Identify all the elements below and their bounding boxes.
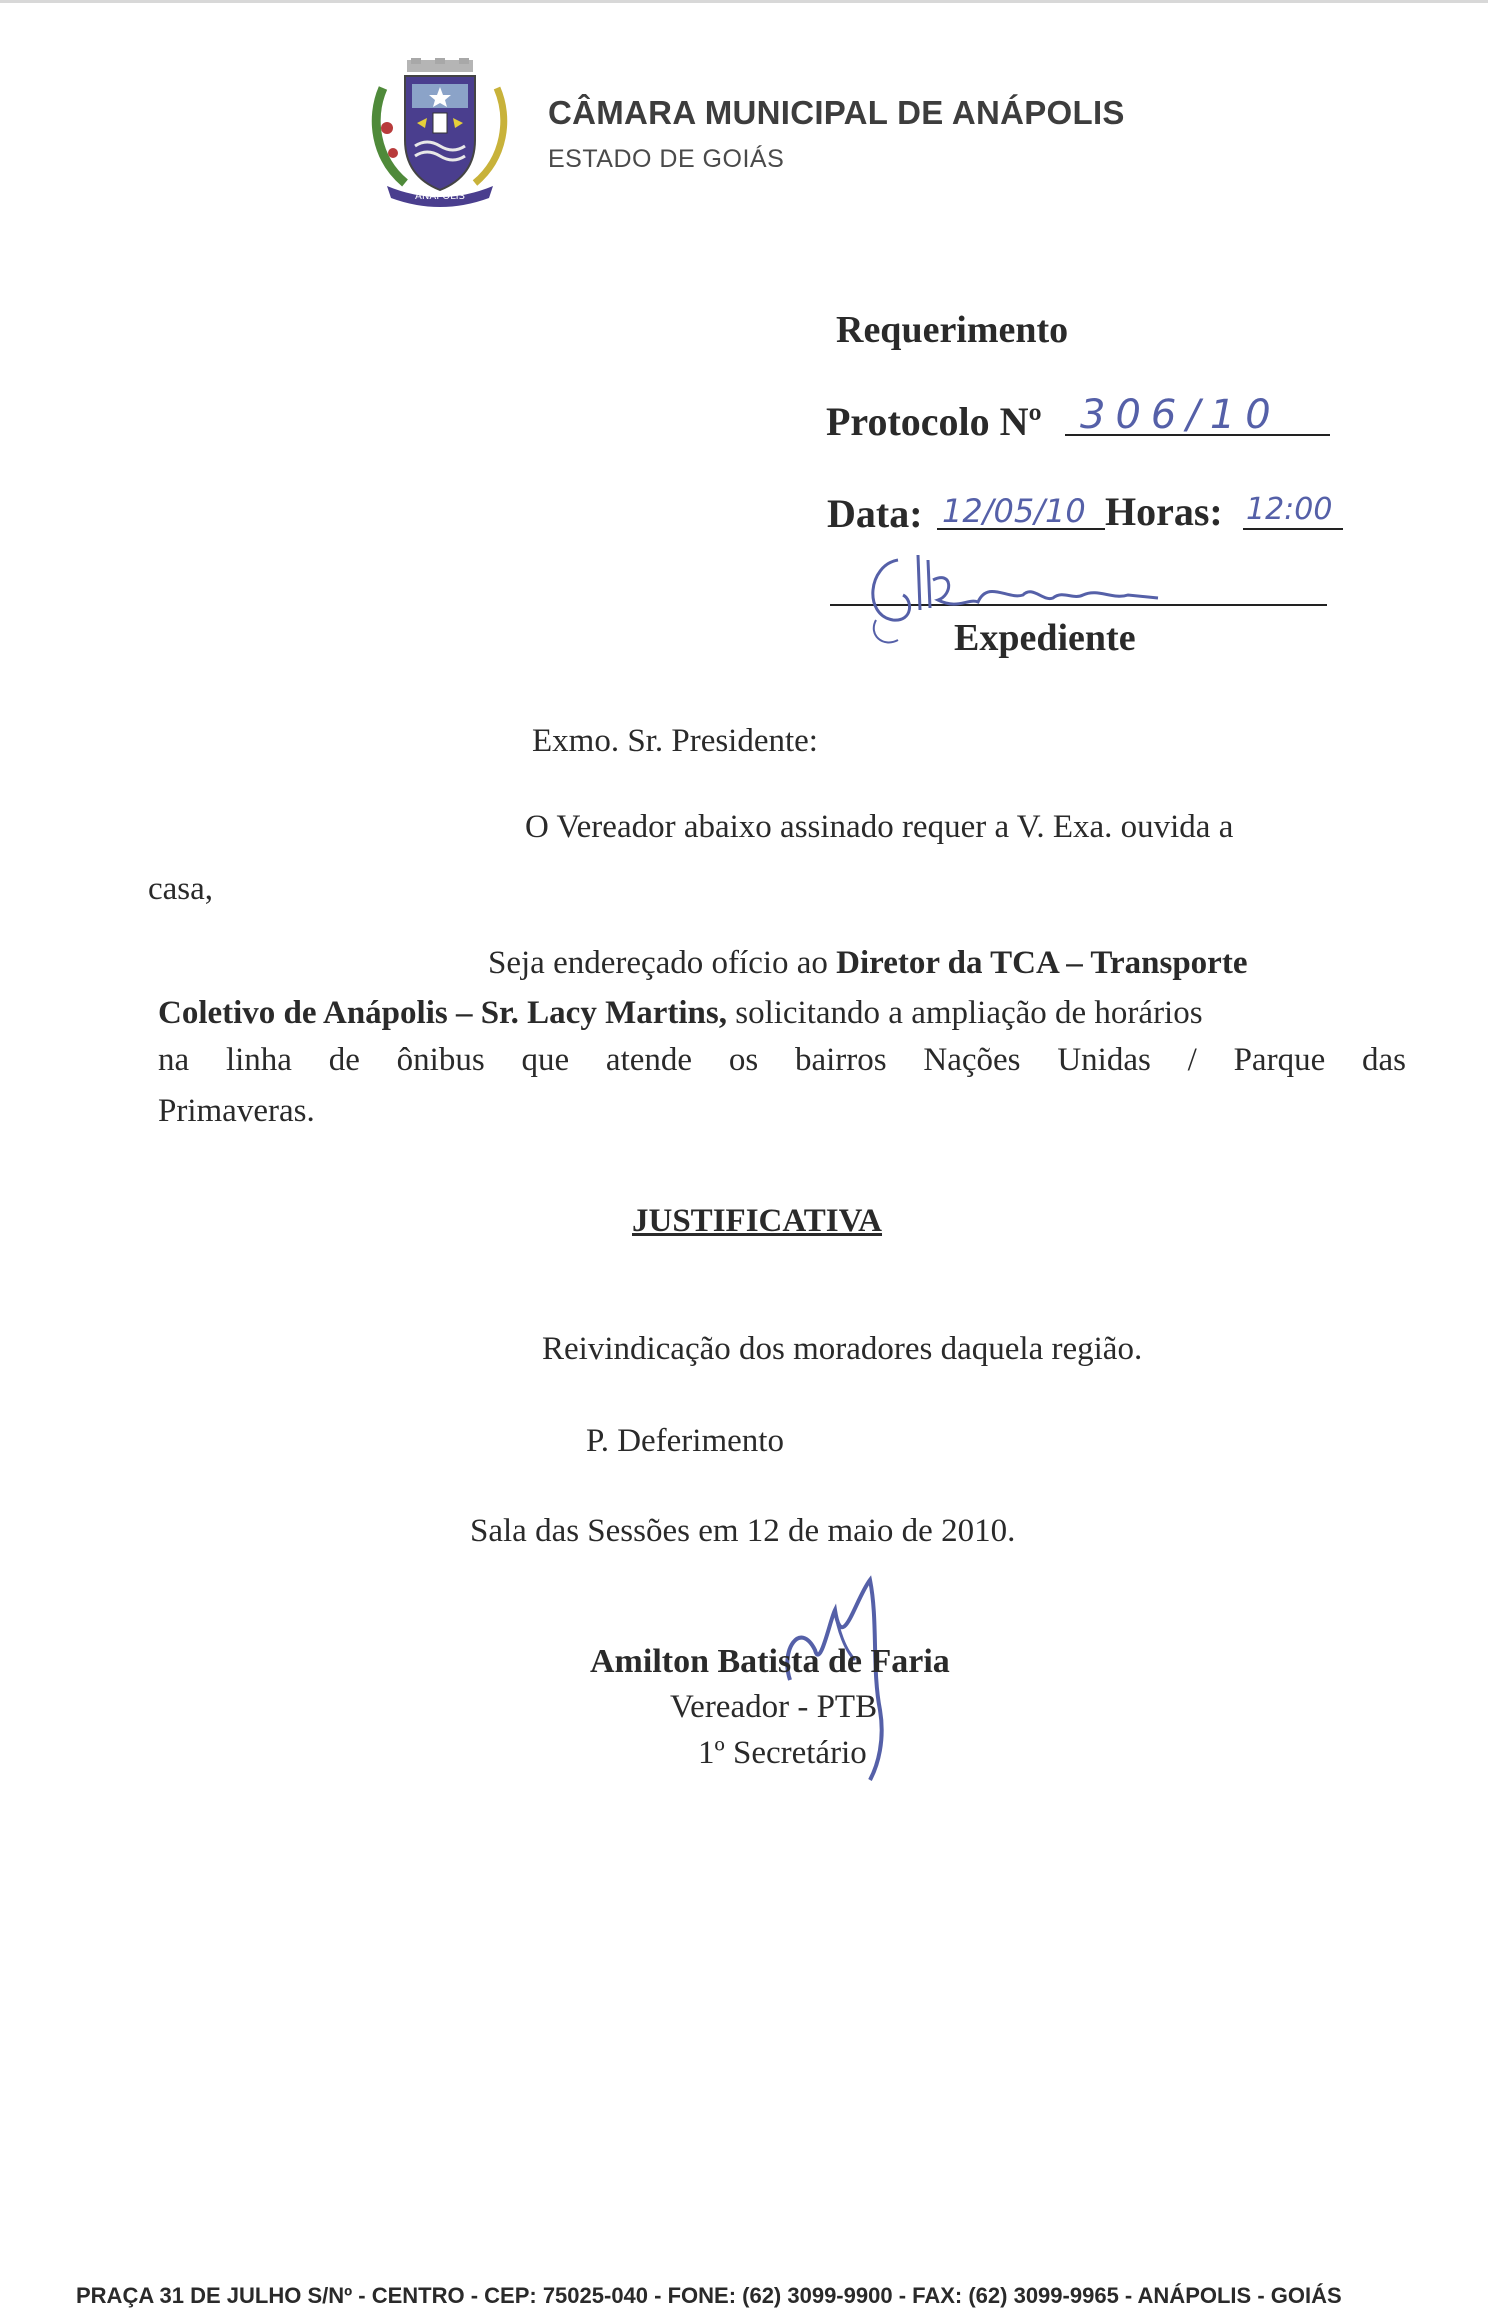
organization-state: ESTADO DE GOIÁS (548, 145, 785, 173)
signatory-name: Amilton Batista de Faria (590, 1643, 950, 1680)
request-line-3: na linha de ônibus que atende os bairros Nações Unidas / Parque das (158, 1042, 1406, 1078)
request-line-4: Primaveras. (158, 1093, 315, 1129)
top-border (0, 0, 1488, 3)
intro-line-1: O Vereador abaixo assinado requer a V. Exa. ouvida a (525, 809, 1234, 845)
place-and-date: Sala das Sessões em 12 de maio de 2010. (470, 1513, 1016, 1549)
date-handwritten-value: 12/05/10 (942, 492, 1086, 530)
intro-line-2: casa, (148, 871, 214, 907)
request-line-2-bold: Coletivo de Anápolis – Sr. Lacy Martins, (158, 995, 727, 1031)
date-label: Data: (827, 491, 923, 536)
organization-name: CÂMARA MUNICIPAL DE ANÁPOLIS (548, 94, 1125, 131)
protocol-handwritten-value: 306/10 (1080, 392, 1281, 438)
signatory-position: 1º Secretário (698, 1735, 867, 1771)
request-line-1 (488, 944, 1247, 984)
salutation: Exmo. Sr. Presidente: (532, 723, 818, 759)
hours-underline (1243, 528, 1343, 530)
closing-text: P. Deferimento (586, 1423, 784, 1459)
request-line-2-plain: solicitando a ampliação de horários (726, 995, 1203, 1031)
hours-handwritten-value: 12:00 (1246, 492, 1333, 527)
justification-title: JUSTIFICATIVA (632, 1203, 883, 1239)
municipal-crest-logo (365, 58, 515, 208)
stamp-title: Requerimento (836, 309, 1069, 351)
request-line-1-plain: Seja endereçado ofício ao (488, 945, 837, 981)
justification-text: Reivindicação dos moradores daquela região. (542, 1331, 1143, 1367)
request-line-1-bold: Diretor da TCA – Transporte (836, 945, 1248, 981)
signatory-role: Vereador - PTB (670, 1689, 878, 1725)
request-line-2 (158, 994, 1203, 1034)
crest-banner-text: ANÁPOLIS (415, 191, 465, 202)
protocol-label: Protocolo Nº (826, 399, 1042, 444)
footer-address: PRAÇA 31 DE JULHO S/Nº - CENTRO - CEP: 75025-040 - FONE: (62) 3099-9900 - FAX: (62) 3099-9965 - ANÁPOLIS - GOIÁS (76, 2283, 1342, 2308)
expediente-label: Expediente (954, 617, 1136, 659)
hours-label: Horas: (1105, 489, 1223, 534)
